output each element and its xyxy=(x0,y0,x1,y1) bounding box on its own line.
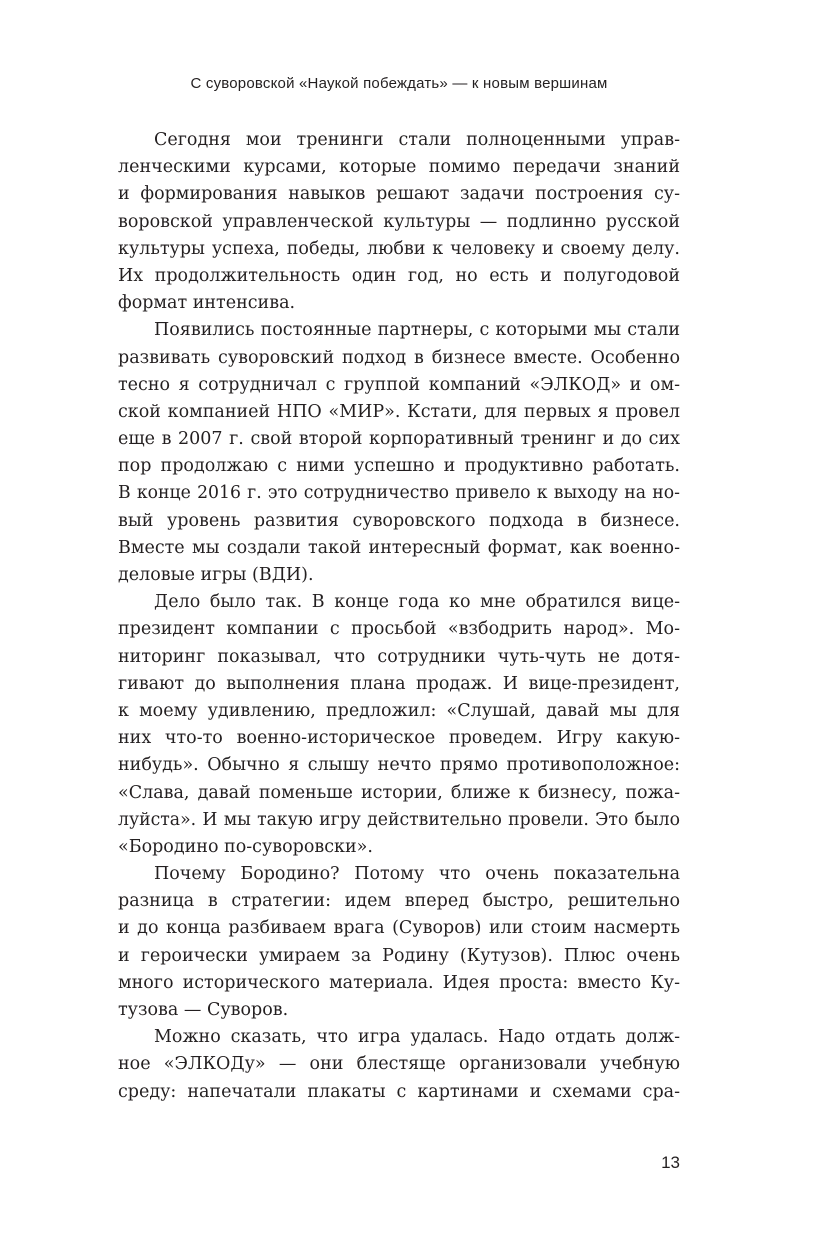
text-line: развивать суворовский подход в бизнесе вместе. Особенно xyxy=(118,347,680,368)
text-line: культуры успеха, победы, любви к человеку и своему делу. xyxy=(118,238,680,259)
text-line: и героически умираем за Родину (Кутузов). Плюс очень xyxy=(118,945,680,966)
text-line: разница в стратегии: идем вперед быстро, решительно xyxy=(118,891,680,912)
text-line: Почему Бородино? Потому что очень показательна xyxy=(154,864,680,885)
text-line: еще в 2007 г. свой второй корпоративный тренинг и до сих xyxy=(118,429,680,450)
text-line: тузова — Суворов. xyxy=(118,1000,289,1020)
text-line: них что-то военно-историческое проведем. Игру какую- xyxy=(118,728,680,749)
text-line: гивают до выполнения плана продаж. И вице-президент, xyxy=(118,673,680,694)
text-line: «Бородино по-суворовски». xyxy=(118,836,373,857)
text-line: тесно я сотрудничал с группой компаний «ЭЛКОД» и ом- xyxy=(118,374,680,395)
text-line: деловые игры (ВДИ). xyxy=(118,565,314,585)
text-line: нибудь». Обычно я слышу нечто прямо противоположное: xyxy=(118,755,680,776)
text-line: ное «ЭЛКОДу» — они блестяще организовали учебную xyxy=(118,1054,680,1075)
text-line: среду: напечатали плакаты с картинами и схемами сра- xyxy=(118,1081,680,1102)
text-line: луйста». И мы такую игру действительно провели. Это было xyxy=(118,809,680,830)
text-line: Появились постоянные партнеры, с которыми мы стали xyxy=(154,320,680,341)
text-line: Сегодня мои тренинги стали полноценными управ- xyxy=(154,130,680,150)
text-line: ской компанией НПО «МИР». Кстати, для первых я провел xyxy=(118,401,680,422)
text-line: пор продолжаю с ними успешно и продуктивно работать. xyxy=(118,456,680,477)
text-line: В конце 2016 г. это сотрудничество привело к выходу на но- xyxy=(118,483,680,504)
text-line: «Слава, давай поменьше истории, ближе к бизнесу, пожа- xyxy=(118,782,680,803)
text-line: Можно сказать, что игра удалась. Надо отдать долж- xyxy=(154,1027,680,1048)
page-number: 13 xyxy=(661,1153,680,1172)
text-line: формат интенсива. xyxy=(118,293,296,314)
text-line: и формирования навыков решают задачи построения су- xyxy=(118,184,680,205)
text-line: Дело было так. В конце года ко мне обратился вице- xyxy=(154,592,680,613)
body-text xyxy=(118,127,680,1106)
text-line: президент компании с просьбой «взбодрить народ». Мо- xyxy=(118,619,680,640)
text-line: Их продолжительность один год, но есть и полугодовой xyxy=(118,265,680,286)
text-line: воровской управленческой культуры — подлинно русской xyxy=(118,211,680,232)
text-line: Вместе мы создали такой интересный формат, как военно- xyxy=(118,537,680,558)
text-line: ленческими курсами, которые помимо передачи знаний xyxy=(118,157,680,178)
text-line: вый уровень развития суворовского подхода в бизнесе. xyxy=(118,510,680,531)
text-line: много исторического материала. Идея проста: вместо Ку- xyxy=(118,972,680,993)
text-line: к моему удивлению, предложил: «Слушай, давай мы для xyxy=(118,700,680,721)
text-line: ниторинг показывал, что сотрудники чуть-чуть не дотя- xyxy=(118,646,680,667)
running-head: С суворовской «Наукой побеждать» — к новым вершинам xyxy=(190,75,608,92)
text-line: и до конца разбиваем врага (Суворов) или стоим насмерть xyxy=(118,918,680,939)
